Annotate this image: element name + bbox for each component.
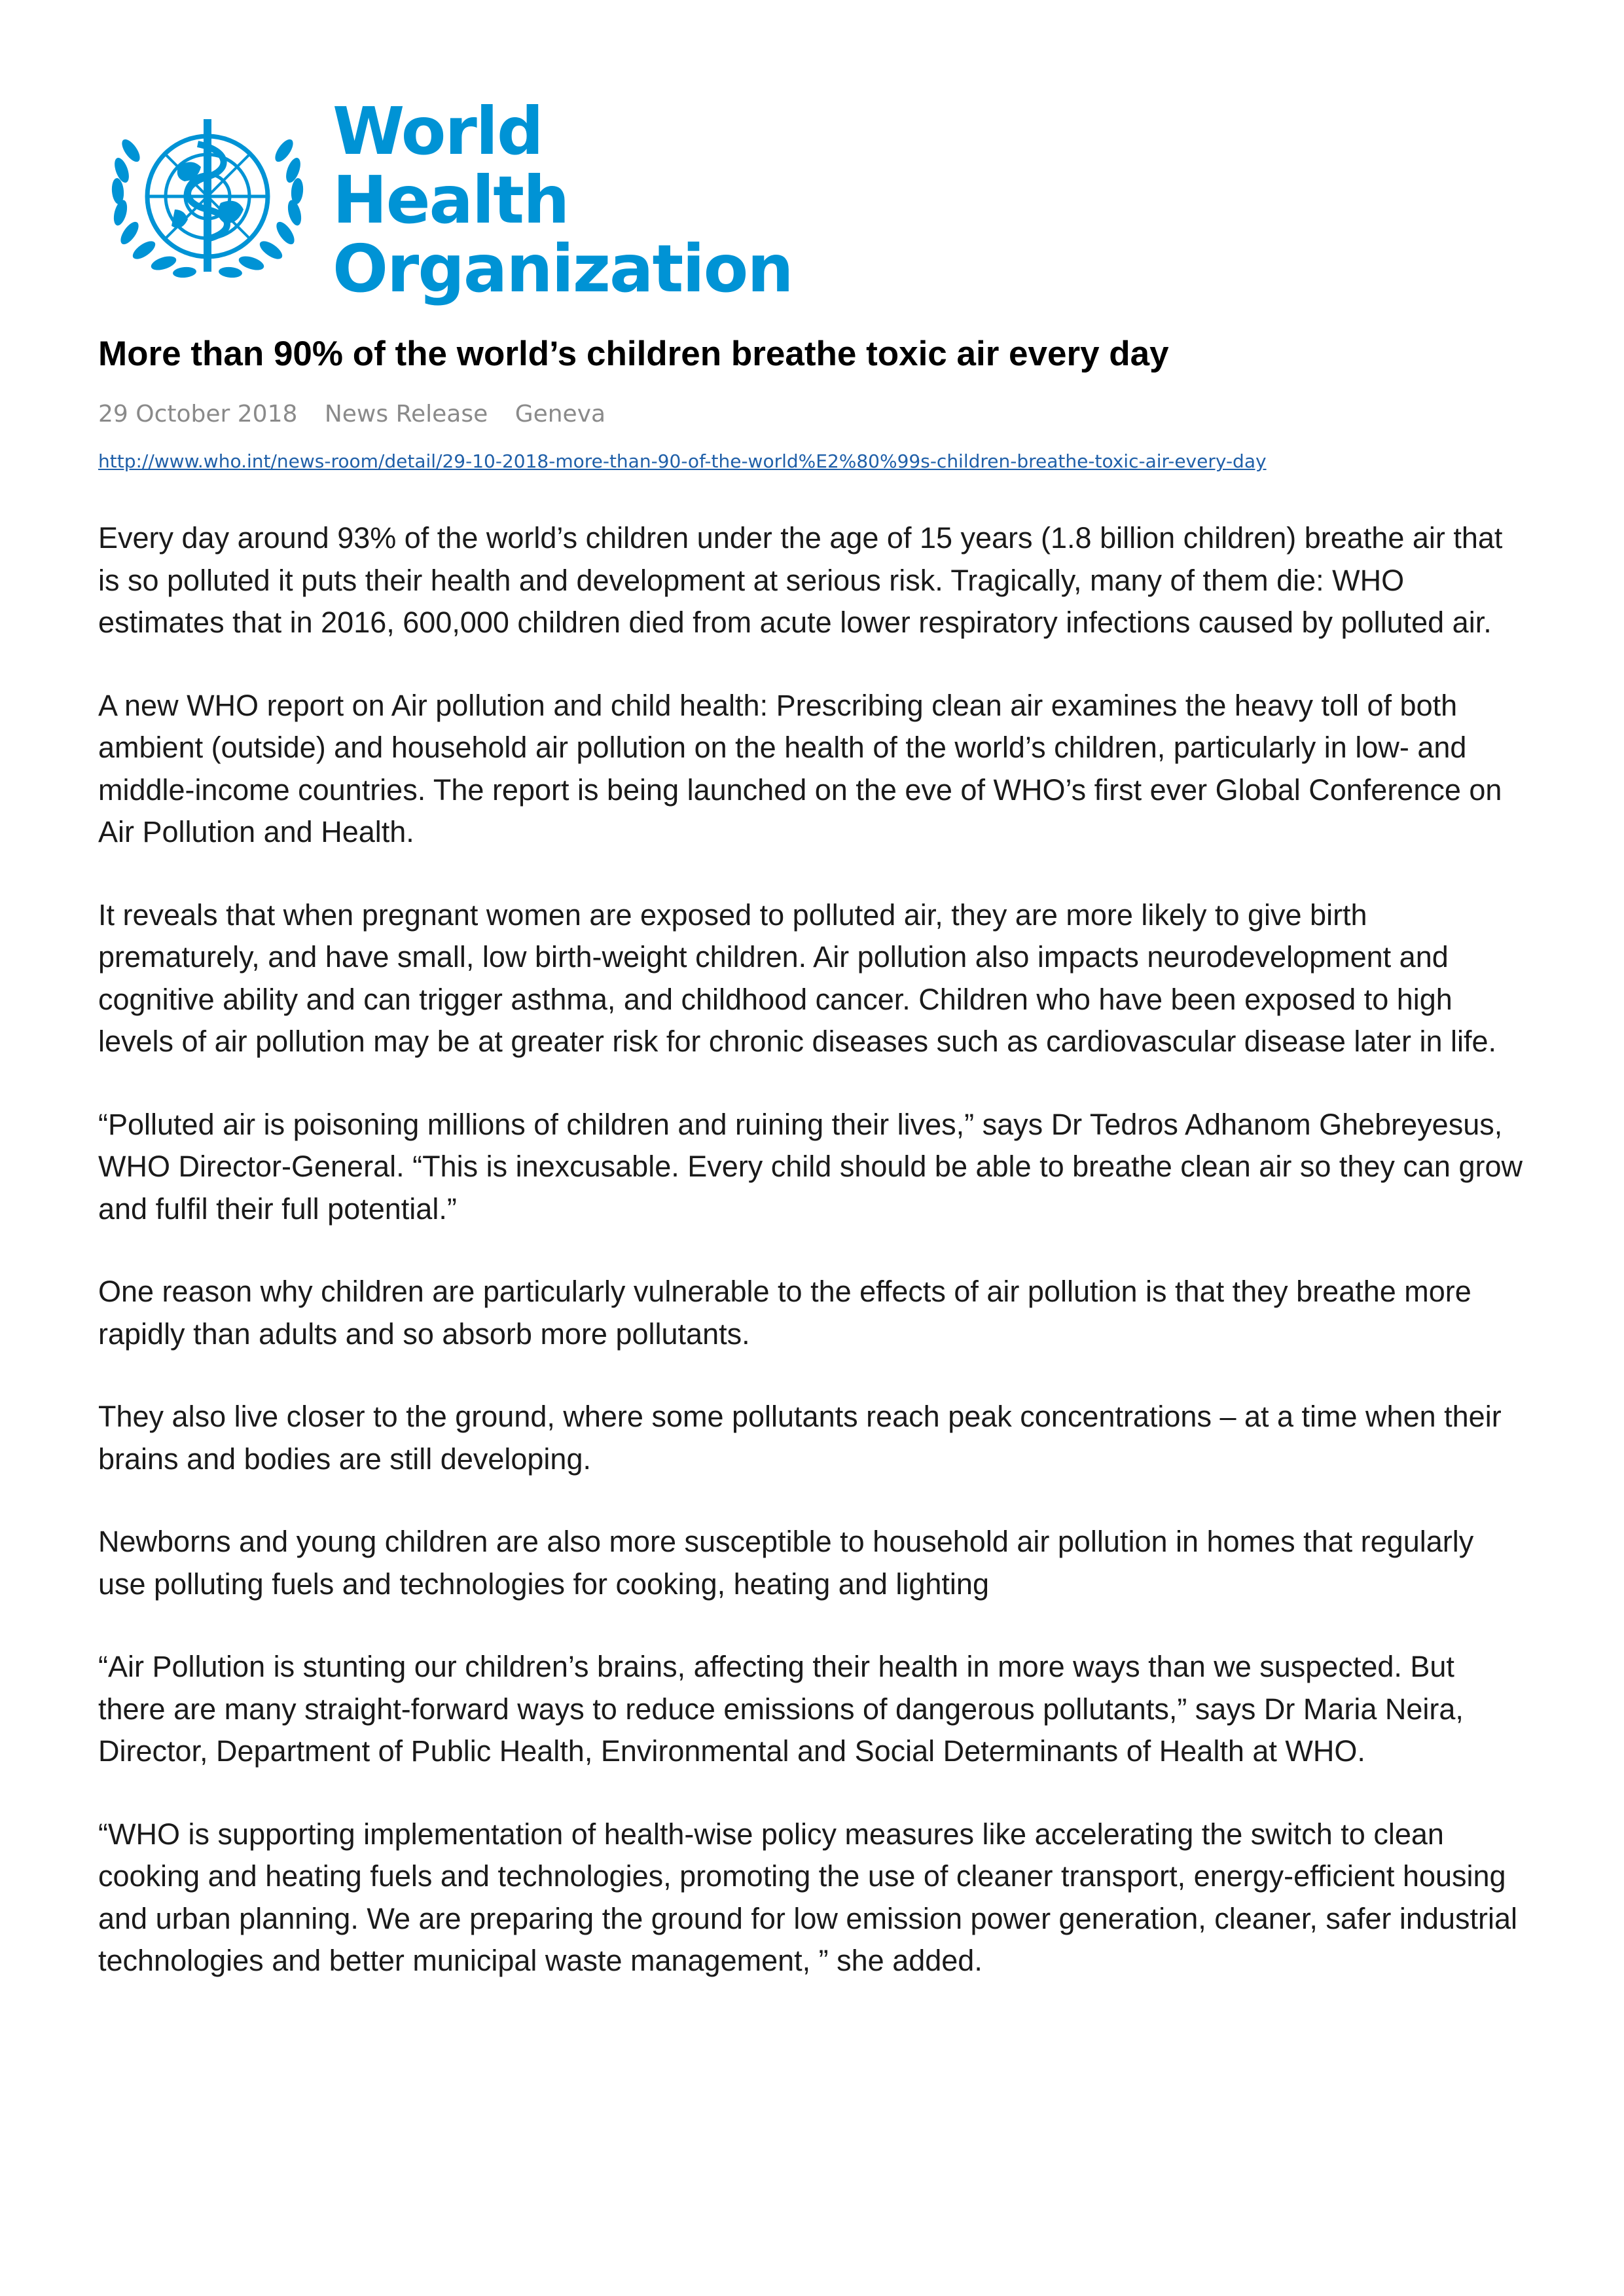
article-paragraph: A new WHO report on Air pollution and child health: Prescribing clean air examines the heavy toll of both ambient (outside) and household air pollution on the health of the world’s children, particularly in low- and middle-income countries. The report is being launched on the eve of WHO’s first ever Global Conference on Air Pollution and Health. [98, 688, 1502, 848]
article-paragraph: It reveals that when pregnant women are exposed to polluted air, they are more likely to give birth prematurely, and have small, low birth-weight children. Air pollution also impacts neurodevelopment and cognitive ability and can trigger asthma, and childhood cancer. Children who have been exposed to high levels of air pollution may be at greater risk for chronic diseases such as cardiovascular disease later in life. [98, 898, 1497, 1058]
article-paragraph: One reason why children are particularly vulnerable to the effects of air pollution is that they breathe more rapidly than adults and so absorb more pollutants. [98, 1275, 1471, 1351]
organization-name-line2: Organization [333, 230, 793, 307]
source-url-link[interactable]: http://www.who.int/news-room/detail/29-10-2018-more-than-90-of-the-world%E2%80%99s-children-breathe-toxic-air-every-day [98, 450, 1267, 472]
article-paragraph: “WHO is supporting implementation of health-wise policy measures like accelerating the switch to clean cooking and heating fuels and technologies, promoting the use of cleaner transport, energy-efficient housing and urban planning. We are preparing the ground for low emission power generation, cleaner, safer industrial technologies and better municipal waste management, ” she added. [98, 1817, 1517, 1977]
article-paragraph: “Polluted air is poisoning millions of children and ruining their lives,” says Dr Tedros Adhanom Ghebreyesus, WHO Director-General. “This is inexcusable. Every child should be able to breathe clean air so they can grow and fulfil their full potential.” [98, 1107, 1523, 1226]
article-paragraph: Every day around 93% of the world’s children under the age of 15 years (1.8 billion children) breathe air that is so polluted it puts their health and development at serious risk. Tragically, many of them die: WHO estimates that in 2016, 600,000 children died from acute lower respiratory infections caused by polluted air. [98, 521, 1503, 639]
organization-name-line1: World Health [333, 92, 569, 238]
article-paragraph: Newborns and young children are also more susceptible to household air pollution in homes that regularly use polluting fuels and technologies for cooking, heating and lighting [98, 1525, 1474, 1601]
article-paragraph: They also live closer to the ground, where some pollutants reach peak concentrations – at a time when their brains and bodies are still developing. [98, 1400, 1502, 1476]
article-location: Geneva [514, 401, 606, 428]
article-title: More than 90% of the world’s children breathe toxic air every day [98, 335, 1169, 373]
article-paragraph: “Air Pollution is stunting our children’s brains, affecting their health in more ways than we suspected. But there are many straight-forward ways to reduce emissions of dangerous pollutants,” says Dr Maria Neira, Director, Department of Public Health, Environmental and Social Determinants of Health at WHO. [98, 1650, 1464, 1768]
organization-name [333, 92, 793, 307]
article-type: News Release [324, 401, 488, 428]
article-date: 29 October 2018 [98, 401, 298, 428]
who-logo [99, 92, 793, 307]
article-meta [98, 401, 625, 428]
article-body [98, 517, 1525, 2023]
who-emblem-icon [99, 105, 316, 295]
